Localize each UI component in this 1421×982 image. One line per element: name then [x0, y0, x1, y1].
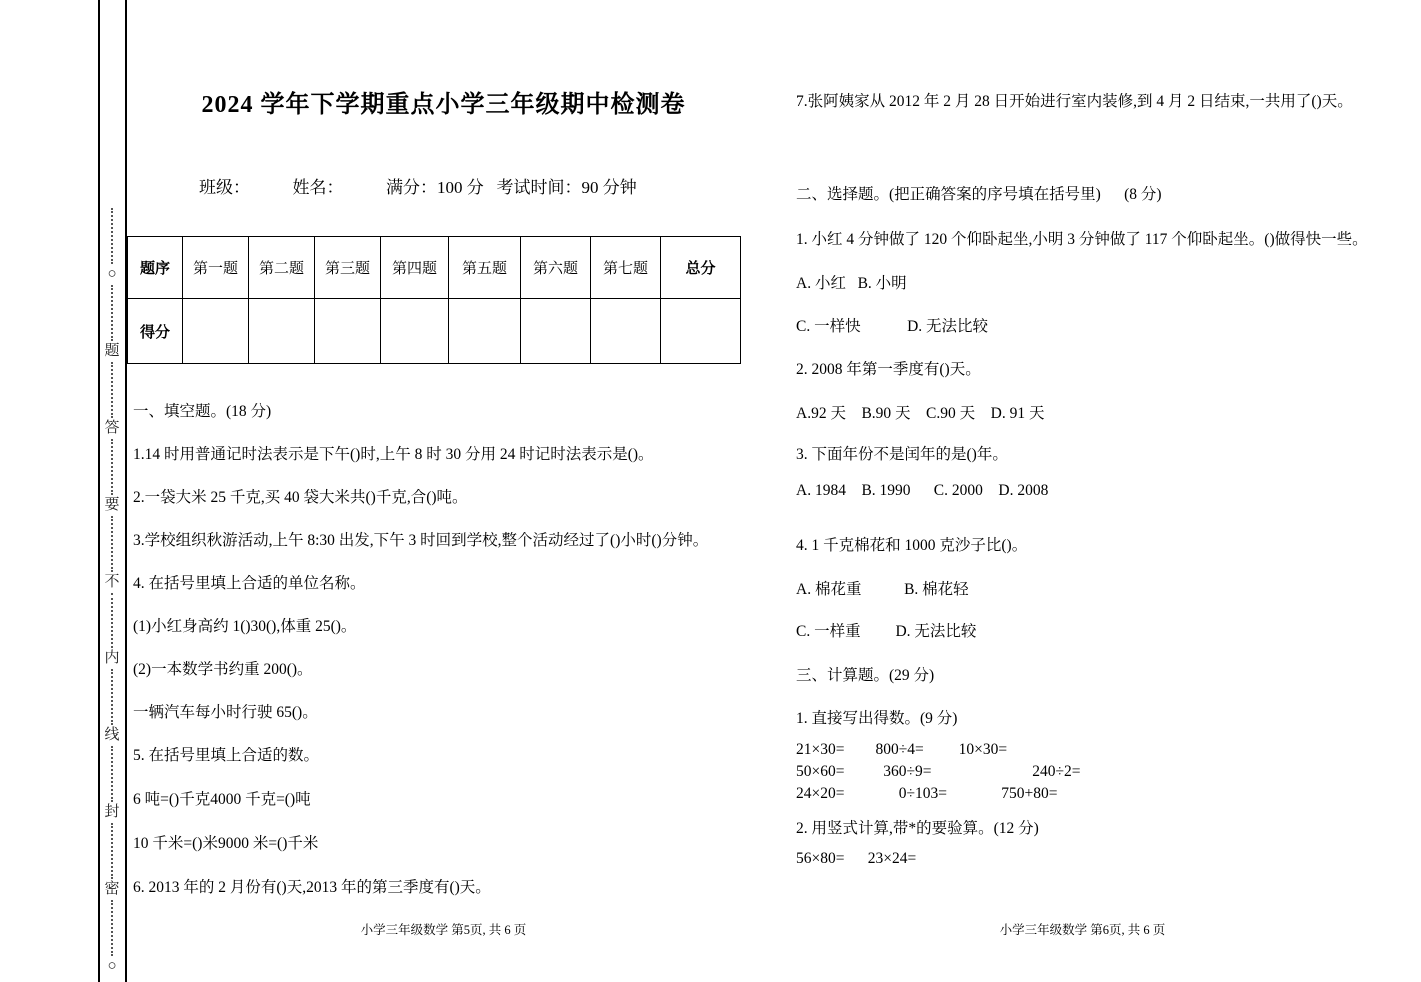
- score-table-score-row: [128, 299, 741, 364]
- choice-q1-options-cd: C. 一样快 D. 无法比较: [796, 318, 989, 335]
- binding-char: 封: [104, 804, 120, 821]
- binding-dots: [111, 516, 113, 572]
- score-table-header-row: [128, 237, 741, 299]
- choice-q4: 4. 1 千克棉花和 1000 克沙子比()。: [796, 537, 1028, 554]
- choice-q4-options-cd: C. 一样重 D. 无法比较: [796, 623, 977, 640]
- page-footer-left: 小学三年级数学 第5页, 共 6 页: [360, 923, 527, 937]
- calc-row-3: 24×20= 0÷103= 750+80=: [796, 785, 1058, 802]
- fill-blank-q4: 4. 在括号里填上合适的单位名称。: [133, 575, 366, 592]
- section-3-heading: 三、计算题。(29 分): [796, 667, 935, 684]
- fill-blank-q6: 6. 2013 年的 2 月份有()天,2013 年的第三季度有()天。: [133, 879, 491, 896]
- choice-q3-options: A. 1984 B. 1990 C. 2000 D. 2008: [796, 482, 1049, 499]
- calc-q2-problems: 56×80= 23×24=: [796, 850, 917, 867]
- binding-char: 密: [104, 881, 120, 898]
- binding-char: 内: [104, 650, 120, 667]
- score-table-header-cell: 题序: [128, 237, 183, 299]
- page-footer-right: 小学三年级数学 第6页, 共 6 页: [999, 923, 1166, 937]
- calc-q2-heading: 2. 用竖式计算,带*的要验算。(12 分): [796, 820, 1039, 837]
- binding-dots: [111, 439, 113, 495]
- binding-dots: [111, 593, 113, 649]
- fill-blank-q5: 5. 在括号里填上合适的数。: [133, 747, 320, 764]
- score-row-label: 得分: [128, 299, 183, 364]
- binding-dots: [111, 823, 113, 879]
- score-table-header-cell: 第四题: [381, 237, 449, 299]
- binding-dots: [111, 669, 113, 725]
- page-left: [127, 0, 760, 982]
- binding-char-circle-top: ○: [107, 265, 117, 282]
- choice-q1-options-ab: A. 小红 B. 小明: [796, 275, 907, 292]
- binding-dots: [111, 362, 113, 418]
- choice-q2: 2. 2008 年第一季度有()天。: [796, 361, 981, 378]
- choice-q3: 3. 下面年份不是闰年的是()年。: [796, 446, 1008, 463]
- binding-dots: [111, 746, 113, 802]
- section-1-heading: 一、填空题。(18 分): [133, 403, 272, 420]
- binding-char: 答: [104, 419, 120, 436]
- choice-q1: 1. 小红 4 分钟做了 120 个仰卧起坐,小明 3 分钟做了 117 个仰卧起坐。()做得快一些。: [796, 231, 1368, 248]
- page-right: [790, 0, 1375, 982]
- score-cell-empty: [249, 299, 315, 364]
- score-table-header-cell: 第六题: [521, 237, 591, 299]
- calc-q1-heading: 1. 直接写出得数。(9 分): [796, 710, 958, 727]
- binding-char: 不: [104, 573, 120, 590]
- score-table-header-cell: 第七题: [591, 237, 661, 299]
- student-info-line: 班级： 姓名： 满分：100 分 考试时间：90 分钟: [199, 178, 637, 197]
- calc-row-1: 21×30= 800÷4= 10×30=: [796, 741, 1008, 758]
- binding-dots: [111, 208, 113, 264]
- binding-dots: [111, 285, 113, 341]
- binding-dots: [111, 900, 113, 956]
- score-table: [127, 236, 741, 364]
- fill-blank-q4-sub2: (2)一本数学书约重 200()。: [133, 661, 313, 678]
- fill-blank-q3: 3.学校组织秋游活动,上午 8:30 出发,下午 3 时回到学校,整个活动经过了()小时()分钟。: [133, 532, 709, 549]
- binding-char-circle-bottom: ○: [107, 958, 117, 975]
- score-table-header-cell: 第一题: [183, 237, 249, 299]
- score-cell-empty: [449, 299, 521, 364]
- fill-blank-q5-sub2: 10 千米=()米9000 米=()千米: [133, 835, 319, 852]
- binding-char: 线: [104, 727, 120, 744]
- fill-blank-q2: 2.一袋大米 25 千克,买 40 袋大米共()千克,合()吨。: [133, 489, 468, 506]
- binding-char: 题: [104, 342, 120, 359]
- score-table-header-cell: 第五题: [449, 237, 521, 299]
- exam-title: 2024 学年下学期重点小学三年级期中检测卷: [201, 92, 686, 118]
- score-table-header-cell: 第二题: [249, 237, 315, 299]
- calc-row-2: 50×60= 360÷9= 240÷2=: [796, 763, 1081, 780]
- section-2-heading: 二、选择题。(把正确答案的序号填在括号里) (8 分): [796, 186, 1162, 203]
- score-cell-empty: [521, 299, 591, 364]
- score-cell-empty: [183, 299, 249, 364]
- fill-blank-q4-sub3: 一辆汽车每小时行驶 65()。: [133, 704, 318, 721]
- fill-blank-q4-sub1: (1)小红身高约 1()30(),体重 25()。: [133, 618, 357, 635]
- score-cell-empty: [661, 299, 741, 364]
- score-table-header-cell: 第三题: [315, 237, 381, 299]
- score-cell-empty: [381, 299, 449, 364]
- fill-blank-q1: 1.14 时用普通记时法表示是下午()时,上午 8 时 30 分用 24 时记时法表示是()。: [133, 446, 654, 463]
- choice-q4-options-ab: A. 棉花重 B. 棉花轻: [796, 581, 969, 598]
- fill-blank-q5-sub1: 6 吨=()千克4000 千克=()吨: [133, 791, 311, 808]
- score-cell-empty: [315, 299, 381, 364]
- score-table-header-cell: 总分: [661, 237, 741, 299]
- binding-char: 要: [104, 496, 120, 513]
- fill-blank-q7: 7.张阿姨家从 2012 年 2 月 28 日开始进行室内装修,到 4 月 2 日结束,一共用了()天。: [796, 93, 1353, 110]
- score-cell-empty: [591, 299, 661, 364]
- binding-strip: [99, 205, 125, 974]
- choice-q2-options: A.92 天 B.90 天 C.90 天 D. 91 天: [796, 405, 1045, 422]
